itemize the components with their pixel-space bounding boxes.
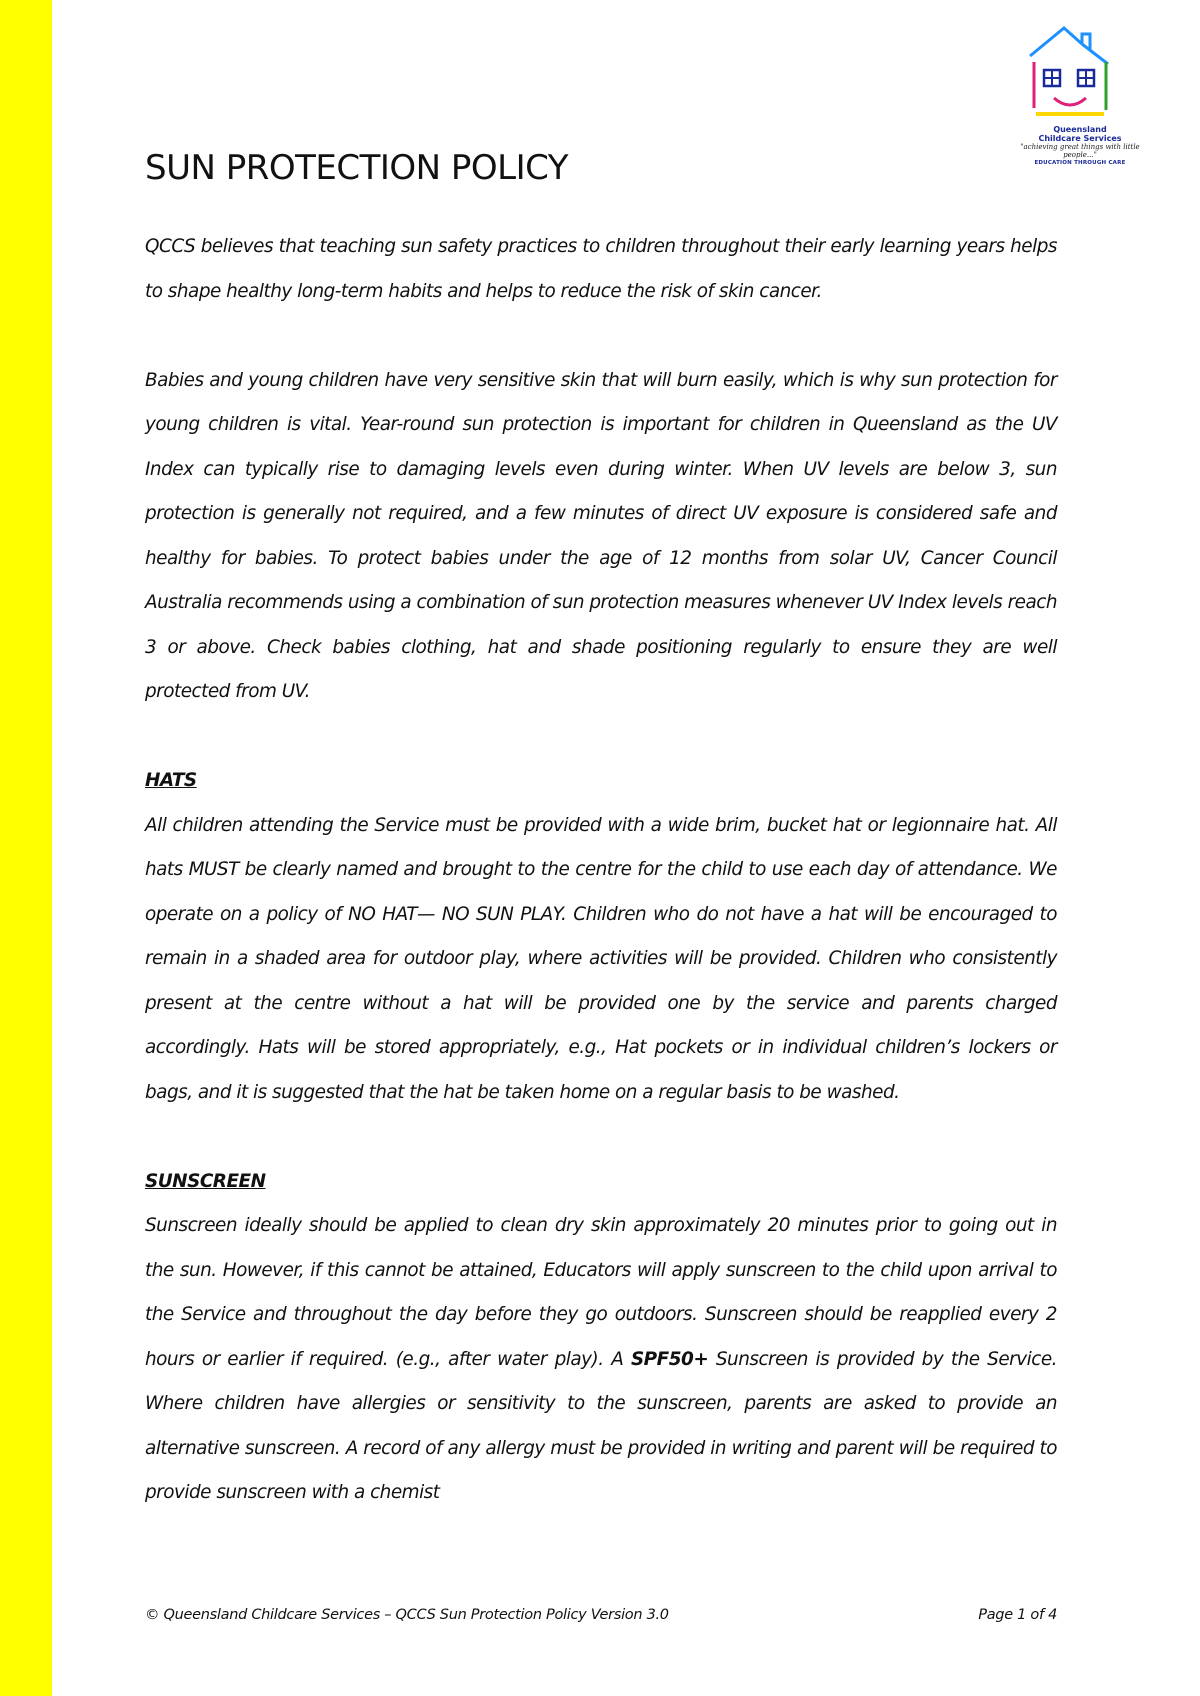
intro-paragraph-1: QCCS believes that teaching sun safety practices to children throughout their early learning years helps to shape healthy long-term habits and helps to reduce the risk of skin cancer. — [145, 236, 1057, 302]
qccs-logo — [1018, 22, 1138, 172]
sunscreen-paragraph — [145, 1204, 1057, 1516]
yellow-side-bar — [0, 0, 52, 1696]
logo-line-2: Childcare Services — [1038, 133, 1122, 143]
footer-copyright: © Queensland Childcare Services – QCCS Sun Protection Policy Version 3.0 — [145, 1607, 669, 1623]
sunscreen-heading: SUNSCREEN — [145, 1170, 266, 1192]
page-number: Page 1 of 4 — [978, 1607, 1057, 1623]
page-footer — [145, 1607, 1057, 1627]
hats-paragraph: All children attending the Service must be provided with a wide brim, bucket hat or legionnaire hat. All hats MUST be clearly named and brought to the centre for the child to use each day of attendance. We operate on a policy of NO HAT— NO SUN PLAY. Children who do not have a hat will be encouraged to remain in a shaded area for outdoor play, where activities will be provided. Children who consistently present at the centre without a hat will be provided one by the service and parents charged accordingly. Hats will be stored appropriately, e.g., Hat pockets or in individual children’s lockers or bags, and it is suggested that the hat be taken home on a regular basis to be washed. — [145, 814, 1057, 1103]
house-logo-icon — [1018, 22, 1138, 126]
logo-line-1: Queensland — [1053, 125, 1107, 134]
logo-tagline: "achieving great things with little people..." — [1020, 142, 1140, 159]
policy-body — [145, 225, 1057, 1516]
sunscreen-text-after: Sunscreen is provided by the Service. Where children have allergies or sensitivity to the sunscreen, parents are asked to provide an alternative sunscreen. A record of any allergy must be provided in writing and parent will be required to provide sunscreen with a chemist — [145, 1348, 1057, 1503]
page-title: SUN PROTECTION POLICY — [145, 148, 569, 188]
intro-paragraph-2: Babies and young children have very sensitive skin that will burn easily, which is why sun protection for young children is vital. Year-round sun protection is important for children in Queensland as the UV Index can typically rise to damaging levels even during winter. When UV levels are below 3, sun protection is generally not required, and a few minutes of direct UV exposure is considered safe and healthy for babies. To protect babies under the age of 12 months from solar UV, Cancer Council Australia recommends using a combination of sun protection measures whenever UV Index levels reach 3 or above. Check babies clothing, hat and shade positioning regularly to ensure they are well protected from UV. — [145, 369, 1057, 702]
sunscreen-text-before: Sunscreen ideally should be applied to clean dry skin approximately 20 minutes prior to going out in the sun. However, if this cannot be attained, Educators will apply sunscreen to the child upon arrival to the Service and throughout the day before they go outdoors. Sunscreen should be reapplied every 2 hours or earlier if required. (e.g., after water play). A — [145, 1215, 1057, 1370]
hats-heading: HATS — [145, 770, 197, 791]
spf-rating: SPF50+ — [630, 1348, 709, 1370]
logo-motto: EDUCATION THROUGH CARE — [1034, 159, 1126, 166]
